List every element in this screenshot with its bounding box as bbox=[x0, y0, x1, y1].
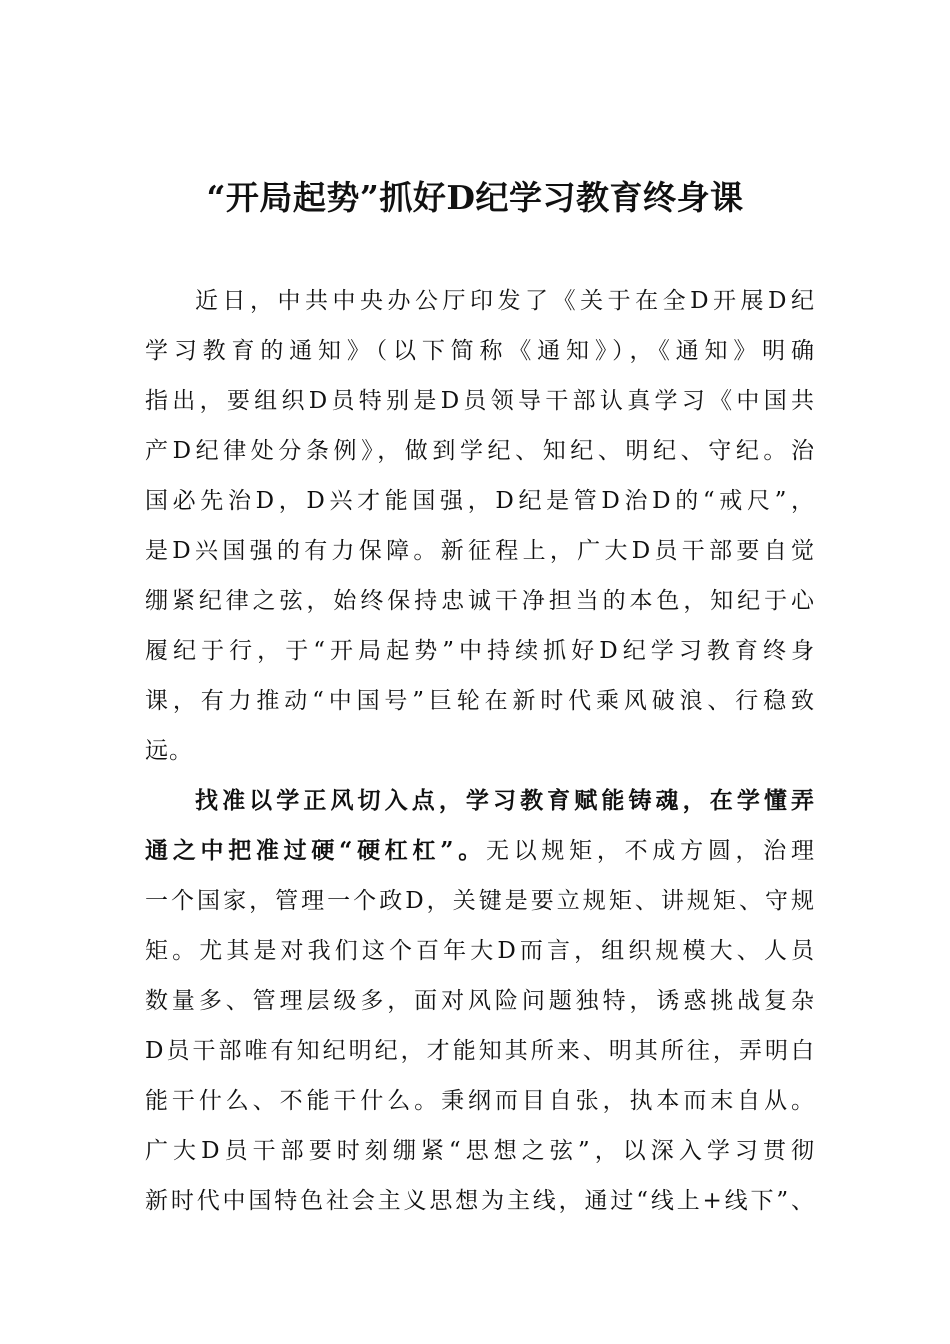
paragraph-line: 学习教育的通知》（以下简称《通知》），《通知》明确 bbox=[145, 338, 815, 364]
paragraph-line: 国必先治D，D兴才能国强，D纪是管D治D的“戒尺”， bbox=[145, 488, 815, 514]
paragraph-line: 矩。尤其是对我们这个百年大D而言，组织规模大、人员 bbox=[145, 938, 815, 964]
paragraph-line: 是D兴国强的有力保障。新征程上，广大D员干部要自觉 bbox=[145, 538, 815, 564]
paragraph-line: 绷紧纪律之弦，始终保持忠诚干净担当的本色，知纪于心 bbox=[145, 588, 815, 614]
document-title: “开局起势”抓好D纪学习教育终身课 bbox=[206, 178, 744, 217]
paragraph-line: 广大D员干部要时刻绷紧“思想之弦”，以深入学习贯彻 bbox=[145, 1138, 815, 1164]
paragraph-line: 数量多、管理层级多，面对风险问题独特，诱惑挑战复杂 bbox=[145, 988, 815, 1014]
paragraph-mixed-line bbox=[145, 831, 815, 871]
paragraph-line: 指出，要组织D员特别是D员领导干部认真学习《中国共 bbox=[145, 388, 815, 414]
paragraph-line: 远。 bbox=[145, 738, 193, 764]
paragraph-line: 近日，中共中央办公厅印发了《关于在全D开展D纪 bbox=[195, 288, 815, 314]
paragraph-text: 无以规矩，不成方圆，治理 bbox=[485, 838, 816, 864]
paragraph-line: D员干部唯有知纪明纪，才能知其所来、明其所往，弄明白 bbox=[145, 1038, 815, 1064]
paragraph-line: 履纪于行，于“开局起势”中持续抓好D纪学习教育终身 bbox=[145, 638, 815, 664]
paragraph-line: 一个国家，管理一个政D，关键是要立规矩、讲规矩、守规 bbox=[145, 888, 815, 914]
paragraph-heading-end: 通之中把准过硬“硬杠杠”。 bbox=[145, 837, 486, 864]
paragraph-line: 能干什么、不能干什么。秉纲而目自张，执本而末自从。 bbox=[145, 1088, 815, 1114]
paragraph-line: 课，有力推动“中国号”巨轮在新时代乘风破浪、行稳致 bbox=[145, 688, 815, 714]
paragraph-line: 产D纪律处分条例》，做到学纪、知纪、明纪、守纪。治 bbox=[145, 438, 815, 464]
paragraph-line: 新时代中国特色社会主义思想为主线，通过“线上+线下”、 bbox=[145, 1188, 815, 1214]
paragraph-heading-line: 找准以学正风切入点，学习教育赋能铸魂，在学懂弄 bbox=[195, 787, 815, 814]
